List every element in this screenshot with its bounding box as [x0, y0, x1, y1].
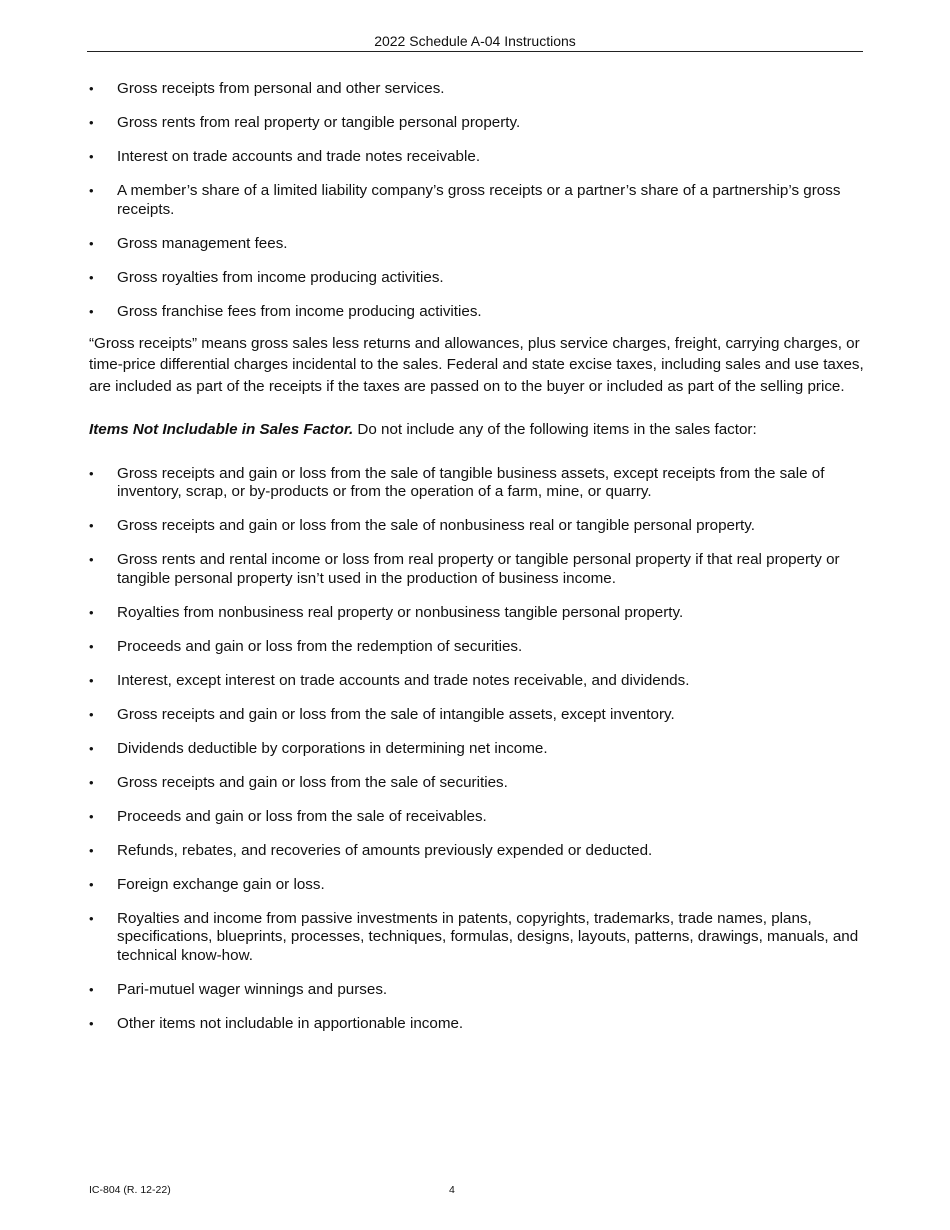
list-item-text: Pari-mutuel wager winnings and purses.: [117, 980, 388, 998]
list-item-text: Gross rents and rental income or loss from real property or tangible personal property if that real property or tangible personal property isn’t used in the production of business income.: [117, 551, 840, 587]
list-item: [89, 740, 877, 759]
bullet-icon: •: [89, 269, 94, 285]
bullet-icon: •: [89, 518, 94, 533]
list-item: [89, 672, 877, 691]
list-item-text: Gross franchise fees from income producing activities.: [117, 302, 482, 320]
bullet-icon: •: [89, 808, 94, 824]
list-item-text: Royalties and income from passive investments in patents, copyrights, trademarks, trade names, plans, specifications, blueprints, processes, techniques, formulas, designs, layouts, patterns, drawings, manuals, and technical know-how.: [117, 909, 859, 964]
bullet-icon: •: [89, 149, 94, 164]
list-item: [89, 604, 877, 623]
list-item: [89, 114, 877, 133]
page-number: 4: [449, 1184, 455, 1196]
bullet-icon: •: [89, 604, 94, 620]
bullet-icon: •: [89, 706, 94, 722]
list-item: [89, 517, 877, 536]
list-item: [89, 638, 877, 657]
bullet-icon: •: [89, 81, 94, 96]
items-not-includable-heading: Items Not Includable in Sales Factor.: [89, 421, 354, 438]
list-item: [89, 182, 877, 219]
list-item-text: Gross receipts and gain or loss from the sale of tangible business assets, except receipts from the sale of inventory, scrap, or by-products or from the operation of a farm, mine, or quarry.: [117, 464, 825, 500]
bullet-icon: •: [89, 774, 94, 790]
bullet-icon: •: [89, 672, 94, 688]
bullet-icon: •: [89, 465, 94, 481]
list-item-text: Gross receipts and gain or loss from the sale of securities.: [117, 773, 508, 791]
bullet-icon: •: [89, 235, 94, 251]
bullet-icon: •: [89, 842, 94, 858]
list-item-text: Interest on trade accounts and trade notes receivable.: [117, 148, 481, 165]
gross-receipts-definition: “Gross receipts” means gross sales less returns and allowances, plus service charges, freight, carrying charges, or time-price differential charges incidental to the sales. Federal and state excise taxes, including sales and use taxes, are included as part of the receipts if the taxes are passed on to the buyer or included as part of the selling price.: [89, 334, 864, 395]
page-content: [89, 80, 877, 1049]
list-item-text: Foreign exchange gain or loss.: [117, 875, 325, 893]
list-item: [89, 774, 877, 793]
page-header: [87, 33, 863, 52]
excluded-items-list: [89, 465, 877, 1034]
list-item-text: Other items not includable in apportionable income.: [117, 1014, 464, 1032]
list-item-text: Royalties from nonbusiness real property or nonbusiness tangible personal property.: [117, 603, 684, 621]
bullet-icon: •: [89, 981, 94, 997]
list-item-text: Proceeds and gain or loss from the redemption of securities.: [117, 637, 523, 655]
items-not-includable-text: Do not include any of the following items in the sales factor:: [353, 421, 757, 438]
bullet-icon: •: [89, 910, 94, 926]
list-item: [89, 551, 877, 588]
form-id: IC-804 (R. 12-22): [89, 1184, 171, 1196]
list-item: [89, 235, 877, 254]
list-item: [89, 981, 877, 1000]
list-item-text: Proceeds and gain or loss from the sale of receivables.: [117, 807, 487, 825]
gross-receipts-list: [89, 80, 877, 321]
list-item-text: Gross management fees.: [117, 234, 288, 252]
list-item: [89, 303, 877, 322]
bullet-icon: •: [89, 183, 94, 198]
list-item-text: Refunds, rebates, and recoveries of amounts previously expended or deducted.: [117, 841, 653, 859]
list-item-text: Gross receipts and gain or loss from the sale of nonbusiness real or tangible personal property.: [117, 517, 755, 534]
bullet-icon: •: [89, 303, 94, 319]
list-item: [89, 465, 877, 502]
list-item-text: Dividends deductible by corporations in determining net income.: [117, 739, 548, 757]
bullet-icon: •: [89, 638, 94, 654]
list-item: [89, 1015, 877, 1034]
items-not-includable-paragraph: [89, 419, 877, 441]
list-item: [89, 808, 877, 827]
header-title: 2022 Schedule A-04 Instructions: [374, 33, 576, 49]
list-item: [89, 910, 877, 966]
list-item-text: Gross rents from real property or tangible personal property.: [117, 114, 521, 131]
list-item-text: Gross royalties from income producing activities.: [117, 268, 444, 286]
bullet-icon: •: [89, 1015, 94, 1031]
list-item: [89, 269, 877, 288]
bullet-icon: •: [89, 115, 94, 130]
list-item: [89, 148, 877, 167]
bullet-icon: •: [89, 552, 94, 567]
list-item-text: Gross receipts and gain or loss from the sale of intangible assets, except inventory.: [117, 705, 675, 723]
bullet-icon: •: [89, 740, 94, 756]
list-item: [89, 842, 877, 861]
list-item: [89, 706, 877, 725]
bullet-icon: •: [89, 876, 94, 892]
list-item-text: Interest, except interest on trade accounts and trade notes receivable, and dividends.: [117, 671, 690, 689]
list-item: [89, 876, 877, 895]
list-item: [89, 80, 877, 99]
list-item-text: Gross receipts from personal and other services.: [117, 80, 445, 97]
list-item-text: A member’s share of a limited liability company’s gross receipts or a partner’s share of a partnership’s gross receipts.: [117, 182, 841, 218]
